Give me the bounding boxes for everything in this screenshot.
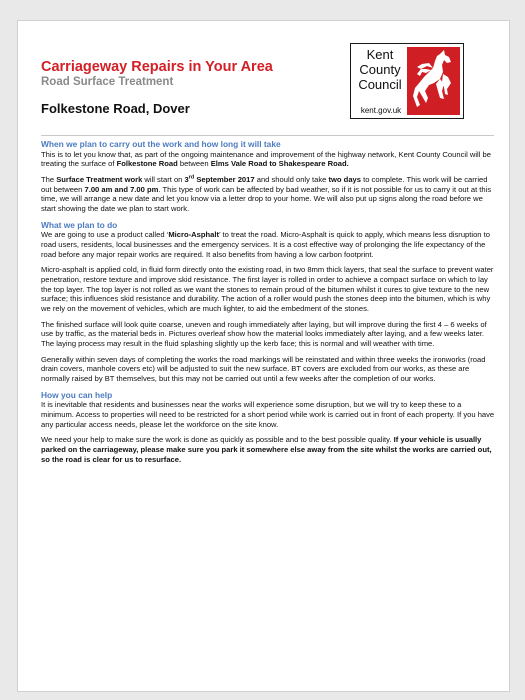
text-span: . This type of work can be affected by bad weather, so if it is not possible for us to carry it out at this time, we will arrange a new date and let you know via a letter drop to your home. We will also put up signs along the road before we start showing the date we plan to start work. xyxy=(41,184,492,214)
logo-wordmark xyxy=(354,47,406,92)
text-span: The xyxy=(41,174,57,184)
text-span: We are going to use a product called ‘ xyxy=(41,230,169,240)
start-date xyxy=(185,175,255,184)
paragraph-schedule xyxy=(41,175,496,214)
text-span: ’ to treat the road. Micro-Asphalt is quick to apply, which means less disruption to road users, residents, local businesses and the emergency services. It is a cost effective way of prolonging the life expectancy of the road before any major repair works are required. It also benefits from having a low carbon footprint. xyxy=(41,230,490,259)
letter-header xyxy=(18,21,509,133)
section-heading-help: How you can help xyxy=(41,389,113,400)
paragraph-disruption: It is inevitable that residents and businesses near the works will experience some disruption, but we will try to keep these to a minimum. Access to properties will need to be restricted for a short period while work is carried out in front of each property. If you have any particular access needs, please let the workforce on the site know. xyxy=(41,400,495,429)
text-span: We need your help to make sure the work is done as quickly as possible and to the best possible quality. xyxy=(41,435,394,445)
section-heading-what: What we plan to do xyxy=(41,219,118,230)
product-name: Micro-Asphalt xyxy=(168,230,219,240)
text-span: to complete. This work will be carried out between xyxy=(41,174,488,194)
text-span: This is to let you know that, as part of the ongoing maintenance and improvement of the highway network, Kent County Council will be treating the surface of xyxy=(41,149,491,169)
work-type: Surface Treatment work xyxy=(56,174,143,184)
rearing-horse-graphic xyxy=(407,47,460,115)
road-section: Elms Vale Road to Shakespeare Road. xyxy=(210,159,349,169)
paragraph-method: Micro-asphalt is applied cold, in fluid form directly onto the existing road, in two 8mm thick layers, that seal the surface to prevent water penetration, restore texture and improve skid resistance. The first layer is rolled in order to achieve a compact surface on which to lay the top layer. The top layer is not rolled as we want the stones to remain proud of the bitumen whilst it cures to give texture to the new surface; this influences skid resistance and durability. The action of a roller would push the stones deep into the bitumen, which is why we rely on the movement of vehicles, which are much lighter, to aid the embedment of the stones. xyxy=(41,265,494,314)
section-heading-when: When we plan to carry out the work and how long it will take xyxy=(41,139,281,149)
parking-request: If your vehicle is usually parked on the carriageway, please make sure you park it somewhere else away from the site whilst the works are carried out, so the road is clear for us to resurface. xyxy=(41,435,492,464)
logo-url: kent.gov.uk xyxy=(360,106,402,115)
start-month: September 2017 xyxy=(194,174,255,184)
paragraph-followup: Generally within seven days of completing the works the road markings will be reinstated and within three weeks the ironworks (road drain covers, manhole covers etc) will be adjusted to suit the new surface. BT covers are excluded from our works, as these are normally raised by BT themselves, but this may not be carried out until a few weeks after the completion of our works. xyxy=(41,354,486,384)
page-title: Carriageway Repairs in Your Area xyxy=(41,59,273,75)
kent-county-council-logo xyxy=(350,43,464,119)
logo-word-kent: Kent xyxy=(366,47,394,62)
day-suffix: rd xyxy=(188,174,195,181)
start-day: 3 xyxy=(184,174,189,184)
logo-word-council: Council xyxy=(358,77,402,92)
paragraph-product xyxy=(41,230,496,259)
header-divider xyxy=(41,135,494,136)
duration: two days xyxy=(328,174,361,184)
road-name: Folkestone Road xyxy=(116,159,178,169)
working-hours: 7.00 am and 7.00 pm xyxy=(84,184,159,194)
text-span: and should only take xyxy=(254,174,329,184)
logo-word-county: County xyxy=(359,62,401,77)
road-location: Folkestone Road, Dover xyxy=(41,101,190,116)
rearing-horse-icon xyxy=(407,47,460,115)
paragraph-parking xyxy=(41,435,496,464)
page-subtitle: Road Surface Treatment xyxy=(41,76,174,88)
text-span: between xyxy=(177,159,211,169)
paragraph-intro xyxy=(41,150,496,170)
letter-page xyxy=(17,20,510,692)
paragraph-finish: The finished surface will look quite coarse, uneven and rough immediately after laying, but will improve during the first 4 – 6 weeks of use by traffic, as the material beds in. Pictures overleaf show how the material looks immediately after laying, and a few weeks later. The laying process may result in the fluid splashing slightly up the kerb face; this is normal and will weather with time. xyxy=(41,319,487,349)
letter-body xyxy=(41,139,496,470)
text-span: will start on xyxy=(142,174,185,184)
